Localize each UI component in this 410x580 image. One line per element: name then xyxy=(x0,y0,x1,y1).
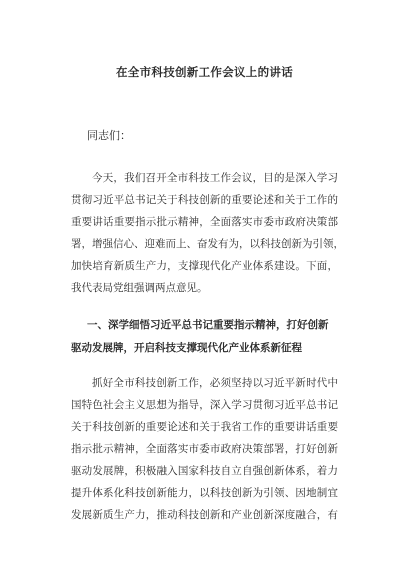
paragraph-line: 指示批示精神，全面落实市委市政府决策部署，打好创新 xyxy=(71,443,338,455)
section-heading-1 xyxy=(71,314,338,360)
heading-line: 一、深学细悟习近平总书记重要指示精神，打好创新 xyxy=(87,319,329,331)
paragraph-line: 重要讲话重要指示批示精神，全面落实市委市政府决策部 xyxy=(71,216,338,228)
paragraph-line: 提升体系化科技创新能力，以科技创新为引领、因地制宜 xyxy=(71,487,338,499)
paragraph-line: 今天，我们召开全市科技工作会议，目的是深入学习 xyxy=(92,172,338,184)
paragraph-line: 国特色社会主义思想为指导，深入学习贯彻习近平总书记 xyxy=(71,399,338,411)
paragraph-line: 关于科技创新的重要论述和关于我省工作的重要讲话重要 xyxy=(71,421,338,433)
paragraph-line: 驱动发展牌，积极融入国家科技自立自强创新体系，着力 xyxy=(71,465,338,477)
paragraph-section-1 xyxy=(71,372,338,526)
document-title: 在全市科技创新工作会议上的讲话 xyxy=(116,65,293,79)
heading-line: 驱动发展牌，开启科技支撑现代化产业体系新征程 xyxy=(71,342,302,354)
paragraph-opening xyxy=(71,167,344,299)
paragraph-line: 我代表局党组强调两点意见。 xyxy=(71,282,208,294)
salutation: 同志们： xyxy=(87,129,131,142)
paragraph-line: 贯彻习近平总书记关于科技创新的重要论述和关于工作的 xyxy=(71,194,338,206)
paragraph-line: 抓好全市科技创新工作，必须坚持以习近平新时代中 xyxy=(92,377,338,389)
paragraph-line: 发展新质生产力，推动科技创新和产业创新深度融合，有 xyxy=(71,509,338,521)
paragraph-line: 署，增强信心、迎难而上、奋发有为，以科技创新为引领， xyxy=(71,238,344,250)
paragraph-line: 加快培育新质生产力，支撑现代化产业体系建设。下面， xyxy=(71,260,338,272)
